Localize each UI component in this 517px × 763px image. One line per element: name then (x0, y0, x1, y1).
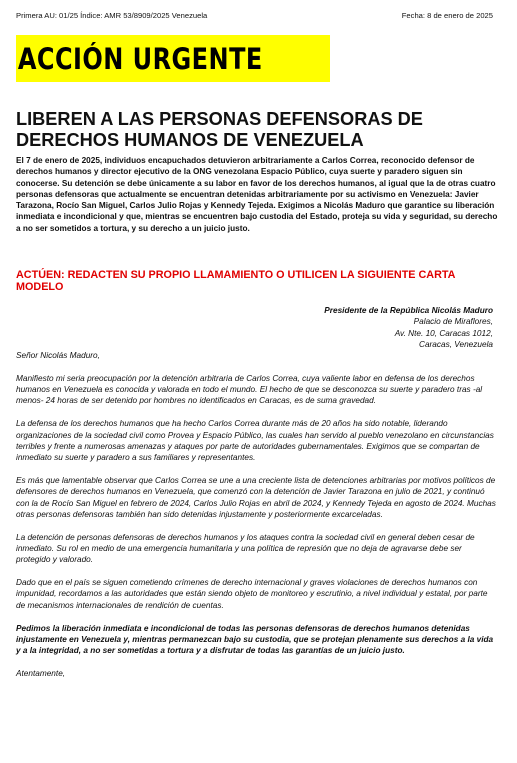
intro-paragraph: El 7 de enero de 2025, individuos encapuchados detuvieron arbitrariamente a Carlos Correa, reconocido defensor de derechos humanos y director ejecutivo de la ONG venezolana Espacio Público, cuya suerte y paradero siguen sin conocerse. Su detención se debe únicamente a su labor en favor de los derechos humanos, al igual que la de otras cuatro personas defensoras que actualmente se encuentran detenidas arbitrariamente por su activismo en Venezuela: Javier Tarazona, Rocío San Miguel, Carlos Julio Rojas y Kennedy Tejeda. Exigimos a Nicolás Maduro que garantice su liberación inmediata e incondicional y que, mientras se encuentren bajo custodia del Estado, proteja su vida y seguridad, su derecho a no ser sometidos a tortura, y su derecho a un juicio justo. (16, 156, 498, 233)
urgent-action-banner (16, 35, 330, 82)
letter-paragraph-4: La detención de personas defensoras de derechos humanos y los ataques contra la sociedad civil en general deben cesar de inmediato. Su rol en medio de una emergencia humanitaria y una política de represión que no deja de agravarse debe ser protegido y valorado. (16, 532, 475, 565)
banner-text: ACCIÓN URGENTE (17, 41, 263, 76)
letter-paragraph-5: Dado que en el país se siguen cometiendo crímenes de derecho internacional y graves violaciones de derechos humanos con impunidad, recordamos a las autoridades que están siendo objeto de monitoreo y escrutinio, a nivel individual y estatal, por parte de mecanismos internacionales de rendición de cuentas. (16, 578, 488, 610)
document-reference: Primera AU: 01/25 Índice: AMR 53/8909/2025 Venezuela (16, 11, 208, 20)
action-heading: ACTÚEN: REDACTEN SU PROPIO LLAMAMIENTO O UTILICEN LA SIGUIENTE CARTA MODELO (16, 269, 456, 293)
addressee-line-2: Av. Nte. 10, Caracas 1012, (394, 328, 493, 338)
letter-closing: Atentamente, (16, 668, 66, 678)
letter-paragraph-3: Es más que lamentable observar que Carlos Correa se une a una creciente lista de detenciones arbitrarias por motivos políticos de defensores de derechos humanos en Venezuela, que comenzó con la detención de Javier Tarazona en julio de 2021, y continuó con la de Rocío San Miguel en febrero de 2024, Carlos Julio Rojas en abril de 2024, y Kennedy Tejeda en agosto de 2024. Muchas otras personas defensoras también han sido detenidas injustamente y posteriormente excarceladas. (16, 475, 496, 519)
addressee-line-3: Caracas, Venezuela (419, 340, 493, 350)
letter-salutation: Señor Nicolás Maduro, (16, 351, 100, 360)
letter-paragraph-2: La defensa de los derechos humanos que ha hecho Carlos Correa durante más de 20 años ha sido notable, liderando organizaciones de la sociedad civil como Provea y Espacio Público, las cuales han servido al pueblo venezolano en circunstancias terribles y frente a numerosas amenazas y ataques por parte de autoridades gubernamentales. Exigimos que se compartan de inmediato su suerte y paradero a sus familiares y representantes. (16, 419, 494, 463)
addressee-name: Presidente de la República Nicolás Maduro (324, 306, 493, 315)
document-header (16, 11, 493, 20)
page-title: LIBEREN A LAS PERSONAS DEFENSORAS DE DERECHOS HUMANOS DE VENEZUELA (16, 109, 423, 150)
letter-paragraph-6: Pedimos la liberación inmediata e incondicional de todas las personas defensoras de derechos humanos detenidas injustamente en Venezuela y, mientras permanezcan bajo su custodia, que se protejan plenamente sus derechos a la vida y a la integridad, a no ser sometidas a tortura y a disfrutar de todas las garantías de un juicio justo. (16, 623, 494, 656)
addressee-line-1: Palacio de Miraflores, (413, 317, 493, 327)
addressee-block (324, 305, 493, 351)
letter-paragraph-1: Manifiesto mi seria preocupación por la detención arbitraria de Carlos Correa, cuya valiente labor en defensa de los derechos humanos en Venezuela es conocida y valorada en todo el mundo. El hecho de que se desconozca su suerte y paradero tras -al menos- 24 horas de ser detenido por hombres no identificados en Caracas, es de suma gravedad. (16, 373, 483, 406)
model-letter (16, 350, 496, 691)
document-date: Fecha: 8 de enero de 2025 (401, 11, 493, 20)
